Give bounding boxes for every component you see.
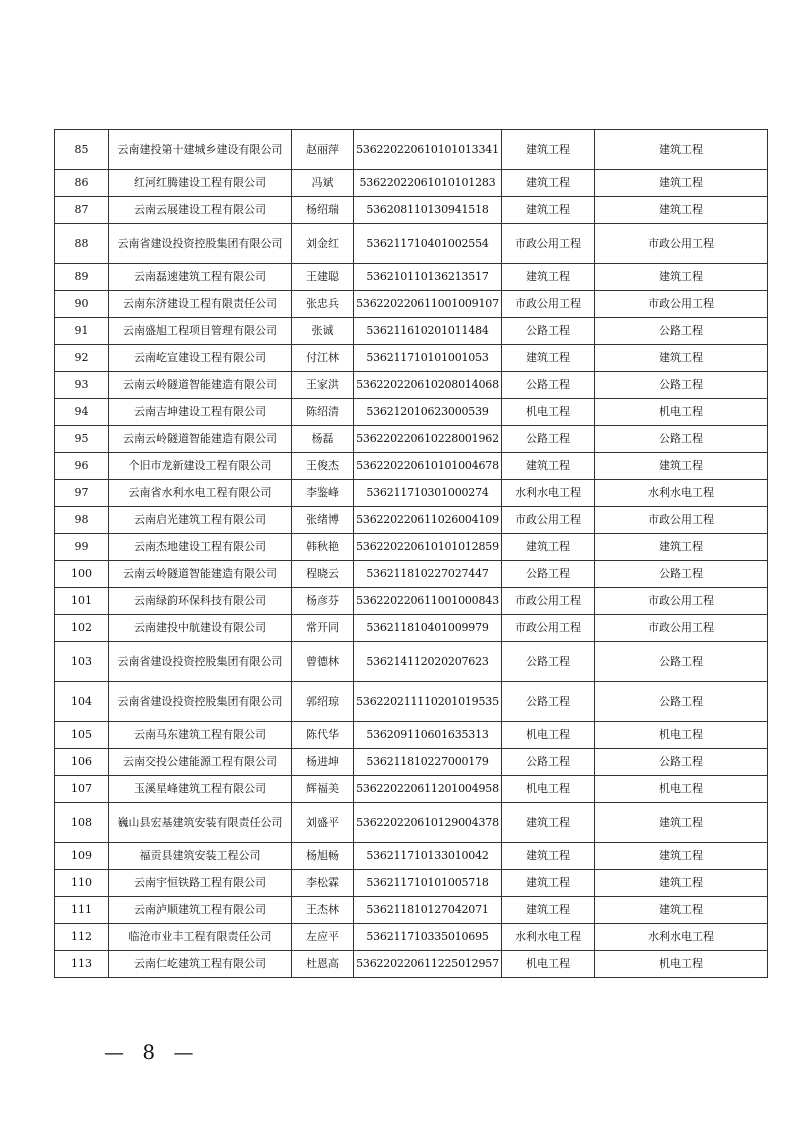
person-name: 程晓云 (292, 561, 354, 588)
registered-major: 市政公用工程 (502, 224, 595, 264)
engineering-category: 建筑工程 (595, 803, 768, 843)
table-row (55, 924, 768, 951)
table-row (55, 453, 768, 480)
row-number: 104 (55, 682, 109, 722)
company-name: 云南东济建设工程有限责任公司 (109, 291, 292, 318)
engineering-category: 建筑工程 (595, 197, 768, 224)
person-name: 韩秋艳 (292, 534, 354, 561)
table-row (55, 399, 768, 426)
certificate-number: 536211710133010042 (354, 843, 502, 870)
engineering-category: 建筑工程 (595, 870, 768, 897)
certificate-number: 536208110130941518 (354, 197, 502, 224)
row-number: 107 (55, 776, 109, 803)
engineering-category: 水利水电工程 (595, 924, 768, 951)
table-row (55, 291, 768, 318)
person-name: 王家洪 (292, 372, 354, 399)
person-name: 张忠兵 (292, 291, 354, 318)
table-row (55, 843, 768, 870)
row-number: 111 (55, 897, 109, 924)
person-name: 冯斌 (292, 170, 354, 197)
company-name: 云南建投第十建城乡建设有限公司 (109, 130, 292, 170)
person-name: 曾德林 (292, 642, 354, 682)
company-name: 福贡县建筑安装工程公司 (109, 843, 292, 870)
registered-major: 公路工程 (502, 749, 595, 776)
table-row (55, 264, 768, 291)
engineering-category: 建筑工程 (595, 264, 768, 291)
certificate-number: 536211710335010695 (354, 924, 502, 951)
company-name: 云南吉坤建设工程有限公司 (109, 399, 292, 426)
registration-table (54, 129, 768, 978)
table-row (55, 480, 768, 507)
registered-major: 机电工程 (502, 951, 595, 978)
table-row (55, 426, 768, 453)
row-number: 98 (55, 507, 109, 534)
engineering-category: 建筑工程 (595, 453, 768, 480)
engineering-category: 建筑工程 (595, 897, 768, 924)
registered-major: 建筑工程 (502, 453, 595, 480)
engineering-category: 公路工程 (595, 318, 768, 345)
registered-major: 公路工程 (502, 318, 595, 345)
company-name: 红河红腾建设工程有限公司 (109, 170, 292, 197)
certificate-number: 536220220611001000843 (354, 588, 502, 615)
engineering-category: 公路工程 (595, 372, 768, 399)
registered-major: 公路工程 (502, 682, 595, 722)
certificate-number: 536220220610101013341 (354, 130, 502, 170)
registered-major: 机电工程 (502, 776, 595, 803)
table-row (55, 749, 768, 776)
company-name: 云南杰地建设工程有限公司 (109, 534, 292, 561)
table-row (55, 534, 768, 561)
person-name: 杨彦芬 (292, 588, 354, 615)
certificate-number: 536220220610228001962 (354, 426, 502, 453)
engineering-category: 建筑工程 (595, 130, 768, 170)
certificate-number: 536211710101001053 (354, 345, 502, 372)
company-name: 云南省水利水电工程有限公司 (109, 480, 292, 507)
engineering-category: 公路工程 (595, 561, 768, 588)
row-number: 110 (55, 870, 109, 897)
table-row (55, 372, 768, 399)
table-row (55, 682, 768, 722)
registered-major: 建筑工程 (502, 130, 595, 170)
person-name: 王俊杰 (292, 453, 354, 480)
engineering-category: 市政公用工程 (595, 507, 768, 534)
company-name: 云南泸顺建筑工程有限公司 (109, 897, 292, 924)
company-name: 云南云岭隧道智能建造有限公司 (109, 426, 292, 453)
table-row (55, 197, 768, 224)
table-row (55, 130, 768, 170)
engineering-category: 市政公用工程 (595, 224, 768, 264)
table-row (55, 776, 768, 803)
row-number: 108 (55, 803, 109, 843)
registered-major: 市政公用工程 (502, 507, 595, 534)
person-name: 王建聪 (292, 264, 354, 291)
company-name: 巍山县宏基建筑安装有限责任公司 (109, 803, 292, 843)
company-name: 云南交投公建能源工程有限公司 (109, 749, 292, 776)
engineering-category: 建筑工程 (595, 345, 768, 372)
row-number: 86 (55, 170, 109, 197)
engineering-category: 市政公用工程 (595, 291, 768, 318)
row-number: 112 (55, 924, 109, 951)
row-number: 95 (55, 426, 109, 453)
registered-major: 建筑工程 (502, 803, 595, 843)
certificate-number: 536214112020207623 (354, 642, 502, 682)
table-row (55, 224, 768, 264)
certificate-number: 536211810127042071 (354, 897, 502, 924)
certificate-number: 536220220611001009107 (354, 291, 502, 318)
person-name: 辉福美 (292, 776, 354, 803)
certificate-number: 536220220611225012957 (354, 951, 502, 978)
row-number: 93 (55, 372, 109, 399)
row-number: 88 (55, 224, 109, 264)
company-name: 云南建投中航建设有限公司 (109, 615, 292, 642)
row-number: 92 (55, 345, 109, 372)
registered-major: 建筑工程 (502, 197, 595, 224)
registered-major: 建筑工程 (502, 170, 595, 197)
person-name: 张诚 (292, 318, 354, 345)
page-number: — 8 — (104, 1040, 200, 1064)
engineering-category: 机电工程 (595, 951, 768, 978)
registered-major: 建筑工程 (502, 897, 595, 924)
engineering-category: 建筑工程 (595, 170, 768, 197)
person-name: 左应平 (292, 924, 354, 951)
registered-major: 市政公用工程 (502, 615, 595, 642)
row-number: 100 (55, 561, 109, 588)
person-name: 杨进坤 (292, 749, 354, 776)
person-name: 刘盛平 (292, 803, 354, 843)
row-number: 113 (55, 951, 109, 978)
company-name: 云南启光建筑工程有限公司 (109, 507, 292, 534)
certificate-number: 536211810227027447 (354, 561, 502, 588)
certificate-number: 536211710101005718 (354, 870, 502, 897)
table-body (55, 130, 768, 978)
certificate-number: 536211710401002554 (354, 224, 502, 264)
person-name: 李松霖 (292, 870, 354, 897)
row-number: 106 (55, 749, 109, 776)
certificate-number: 536211710301000274 (354, 480, 502, 507)
certificate-number: 536211810401009979 (354, 615, 502, 642)
engineering-category: 公路工程 (595, 682, 768, 722)
table-row (55, 803, 768, 843)
company-name: 云南盛旭工程项目管理有限公司 (109, 318, 292, 345)
certificate-number: 536220220611026004109 (354, 507, 502, 534)
person-name: 杜恩高 (292, 951, 354, 978)
person-name: 常开同 (292, 615, 354, 642)
person-name: 陈代华 (292, 722, 354, 749)
engineering-category: 公路工程 (595, 749, 768, 776)
registered-major: 机电工程 (502, 722, 595, 749)
row-number: 109 (55, 843, 109, 870)
table-row (55, 722, 768, 749)
person-name: 张绪博 (292, 507, 354, 534)
engineering-category: 水利水电工程 (595, 480, 768, 507)
table-row (55, 170, 768, 197)
registered-major: 建筑工程 (502, 870, 595, 897)
registered-major: 公路工程 (502, 642, 595, 682)
table-row (55, 897, 768, 924)
person-name: 李鉴峰 (292, 480, 354, 507)
table-row (55, 615, 768, 642)
registered-major: 建筑工程 (502, 264, 595, 291)
company-name: 个旧市龙新建设工程有限公司 (109, 453, 292, 480)
row-number: 105 (55, 722, 109, 749)
person-name: 杨磊 (292, 426, 354, 453)
certificate-number: 536220220610101004678 (354, 453, 502, 480)
table-row (55, 345, 768, 372)
registered-major: 建筑工程 (502, 843, 595, 870)
company-name: 云南马东建筑工程有限公司 (109, 722, 292, 749)
certificate-number: 536220220611201004958 (354, 776, 502, 803)
person-name: 杨绍瑞 (292, 197, 354, 224)
certificate-number: 536220220610129004378 (354, 803, 502, 843)
engineering-category: 机电工程 (595, 722, 768, 749)
company-name: 云南省建设投资控股集团有限公司 (109, 224, 292, 264)
engineering-category: 机电工程 (595, 399, 768, 426)
row-number: 87 (55, 197, 109, 224)
certificate-number: 536220220610101012859 (354, 534, 502, 561)
company-name: 云南云岭隧道智能建造有限公司 (109, 372, 292, 399)
person-name: 王杰林 (292, 897, 354, 924)
certificate-number: 536211610201011484 (354, 318, 502, 345)
engineering-category: 市政公用工程 (595, 615, 768, 642)
company-name: 云南宇恒铁路工程有限公司 (109, 870, 292, 897)
engineering-category: 建筑工程 (595, 843, 768, 870)
table-row (55, 870, 768, 897)
table-row (55, 588, 768, 615)
engineering-category: 公路工程 (595, 426, 768, 453)
registered-major: 公路工程 (502, 426, 595, 453)
certificate-number: 536220211110201019535 (354, 682, 502, 722)
row-number: 85 (55, 130, 109, 170)
person-name: 陈绍清 (292, 399, 354, 426)
engineering-category: 建筑工程 (595, 534, 768, 561)
engineering-category: 公路工程 (595, 642, 768, 682)
company-name: 云南省建设投资控股集团有限公司 (109, 682, 292, 722)
row-number: 102 (55, 615, 109, 642)
table-row (55, 561, 768, 588)
person-name: 赵丽萍 (292, 130, 354, 170)
company-name: 云南屹宣建设工程有限公司 (109, 345, 292, 372)
person-name: 杨旭畅 (292, 843, 354, 870)
certificate-number: 536210110136213517 (354, 264, 502, 291)
table-row (55, 951, 768, 978)
table-row (55, 318, 768, 345)
company-name: 云南磊速建筑工程有限公司 (109, 264, 292, 291)
row-number: 103 (55, 642, 109, 682)
registered-major: 建筑工程 (502, 345, 595, 372)
registered-major: 市政公用工程 (502, 588, 595, 615)
company-name: 云南云展建设工程有限公司 (109, 197, 292, 224)
engineering-category: 机电工程 (595, 776, 768, 803)
row-number: 94 (55, 399, 109, 426)
certificate-number: 536220220610208014068 (354, 372, 502, 399)
row-number: 89 (55, 264, 109, 291)
company-name: 云南云岭隧道智能建造有限公司 (109, 561, 292, 588)
row-number: 91 (55, 318, 109, 345)
company-name: 玉溪星峰建筑工程有限公司 (109, 776, 292, 803)
company-name: 临沧市业丰工程有限责任公司 (109, 924, 292, 951)
table-row (55, 642, 768, 682)
registered-major: 机电工程 (502, 399, 595, 426)
certificate-number: 536212010623000539 (354, 399, 502, 426)
row-number: 90 (55, 291, 109, 318)
certificate-number: 53622022061010101283 (354, 170, 502, 197)
row-number: 97 (55, 480, 109, 507)
table-row (55, 507, 768, 534)
registered-major: 市政公用工程 (502, 291, 595, 318)
registered-major: 建筑工程 (502, 534, 595, 561)
person-name: 付江林 (292, 345, 354, 372)
row-number: 101 (55, 588, 109, 615)
engineering-category: 市政公用工程 (595, 588, 768, 615)
company-name: 云南绿韵环保科技有限公司 (109, 588, 292, 615)
registered-major: 水利水电工程 (502, 924, 595, 951)
person-name: 刘金红 (292, 224, 354, 264)
registered-major: 水利水电工程 (502, 480, 595, 507)
row-number: 96 (55, 453, 109, 480)
company-name: 云南省建设投资控股集团有限公司 (109, 642, 292, 682)
certificate-number: 536209110601635313 (354, 722, 502, 749)
certificate-number: 536211810227000179 (354, 749, 502, 776)
registered-major: 公路工程 (502, 561, 595, 588)
registered-major: 公路工程 (502, 372, 595, 399)
row-number: 99 (55, 534, 109, 561)
company-name: 云南仁屹建筑工程有限公司 (109, 951, 292, 978)
person-name: 郭绍琼 (292, 682, 354, 722)
